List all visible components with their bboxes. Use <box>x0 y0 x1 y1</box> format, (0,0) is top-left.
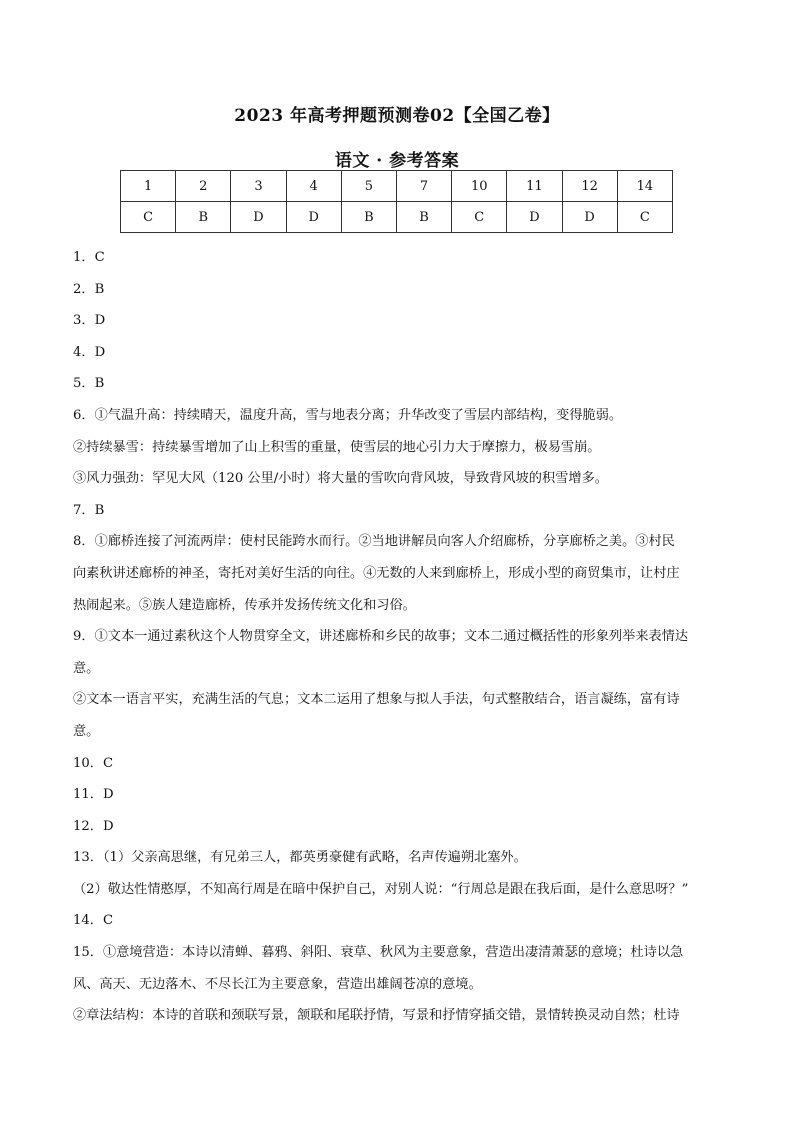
document-subtitle: 语文 · 参考答案 <box>334 151 460 171</box>
answer-line: 9．①文本一通过素秋这个人物贯穿全文，讲述廊桥和乡民的故事；文本二通过概括性的形象列举来表情达 <box>73 629 689 645</box>
question-number-cell: 7 <box>396 171 451 202</box>
answer-line: 1．C <box>73 250 105 265</box>
answer-line: 8．①廊桥连接了河流两岸：使村民能跨水而行。②当地讲解员向客人介绍廊桥，分享廊桥之美。③村民 <box>73 534 675 550</box>
question-number-cell: 12 <box>562 171 617 202</box>
question-number-cell: 14 <box>617 171 672 202</box>
answer-line: 14．C <box>73 913 114 929</box>
answer-line: 5．B <box>73 376 105 392</box>
answer-line: 12．D <box>73 818 114 834</box>
answer-line: 风、高天、无边落木、不尽长江为主要意象，营造出雄阔苍凉的意境。 <box>73 976 482 992</box>
answer-line: 3．D <box>73 313 106 329</box>
answer-line: 向素秋讲述廊桥的神圣，寄托对美好生活的向往。④无数的人来到廊桥上，形成小型的商贸集市，让村庄 <box>73 565 680 581</box>
answer-letter-cell: B <box>341 202 396 233</box>
answer-line: ③风力强劲：罕见大风（120 公里/小时）将大量的雪吹向背风坡，导致背风坡的积雪增多。 <box>73 471 608 487</box>
answer-letter-row <box>121 202 673 233</box>
answer-list <box>73 242 725 1032</box>
question-number-row <box>121 171 673 202</box>
answer-line: ②文本一语言平实，充满生活的气息；文本二运用了想象与拟人手法，句式整散结合，语言凝练，富有诗 <box>73 692 680 708</box>
answer-line: 热闹起来。⑤族人建造廊桥，传承并发扬传统文化和习俗。 <box>73 597 416 613</box>
answer-line: 7．B <box>73 502 105 518</box>
answer-letter-cell: B <box>176 202 231 233</box>
answer-letter-cell: D <box>286 202 341 233</box>
answer-letter-cell: D <box>562 202 617 233</box>
answer-letter-cell: C <box>121 202 176 233</box>
answer-line: 6．①气温升高：持续晴天，温度升高，雪与地表分离；升华改变了雪层内部结构，变得脆弱。 <box>73 407 623 423</box>
answer-letter-cell: C <box>452 202 507 233</box>
answer-line: ②章法结构：本诗的首联和颈联写景，颔联和尾联抒情，写景和抒情穿插交错，景情转换灵动自然；杜诗 <box>73 1008 680 1024</box>
answer-line: 2．B <box>73 281 105 297</box>
answer-line: 10．C <box>73 755 114 771</box>
question-number-cell: 1 <box>121 171 176 202</box>
answer-line: 11．D <box>73 787 114 803</box>
answer-line: （2）敬达性情憨厚，不知高行周是在暗中保护自己，对别人说：“行周总是跟在我后面，是什么意思呀？” <box>73 881 689 897</box>
question-number-cell: 3 <box>231 171 286 202</box>
question-number-cell: 5 <box>341 171 396 202</box>
question-number-cell: 2 <box>176 171 231 202</box>
answer-line: ②持续暴雪：持续暴雪增加了山上积雪的重量，使雪层的地心引力大于摩擦力，极易雪崩。 <box>73 439 601 455</box>
answer-line: 4．D <box>73 344 106 360</box>
question-number-cell: 4 <box>286 171 341 202</box>
answer-letter-cell: D <box>507 202 562 233</box>
answer-table <box>120 170 673 233</box>
answer-letter-cell: B <box>396 202 451 233</box>
answer-line: 15．①意境营造：本诗以清蝉、暮鸦、斜阳、衰草、秋风为主要意象，营造出凄清萧瑟的意境；杜诗以急 <box>73 945 684 961</box>
answer-line: 意。 <box>73 660 100 676</box>
document-title: 2023 年高考押题预测卷02【全国乙卷】 <box>234 106 560 126</box>
answer-line: 意。 <box>73 723 100 739</box>
question-number-cell: 11 <box>507 171 562 202</box>
answer-line: 13．（1）父亲高思继，有兄弟三人，都英勇豪健有武略，名声传遍朔北塞外。 <box>73 850 527 866</box>
answer-letter-cell: C <box>617 202 672 233</box>
answer-letter-cell: D <box>231 202 286 233</box>
question-number-cell: 10 <box>452 171 507 202</box>
